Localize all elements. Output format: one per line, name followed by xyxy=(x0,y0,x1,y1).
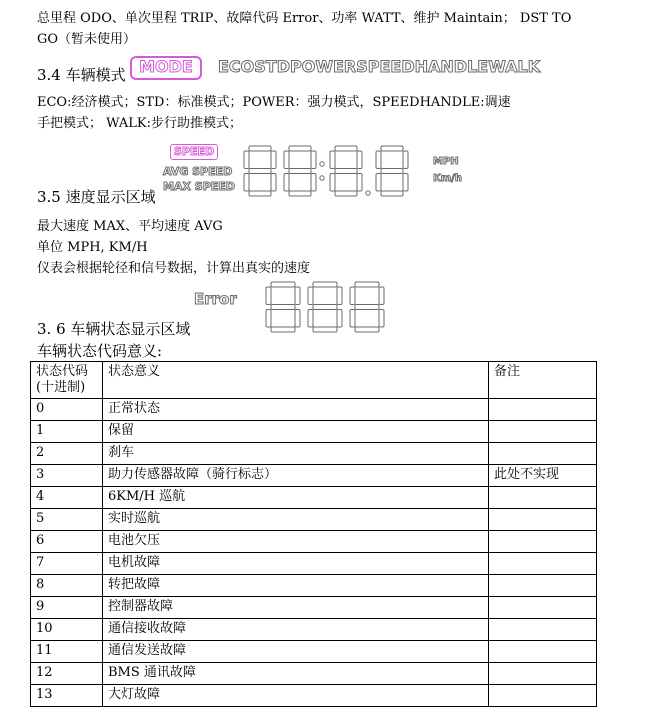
digit-separator-dot xyxy=(320,176,324,180)
row-code: 12 xyxy=(31,663,103,685)
avg-speed-label: AVG SPEED xyxy=(163,165,233,178)
row-remark: 此处不实现 xyxy=(489,465,597,487)
row-remark xyxy=(489,399,597,421)
mode-item: HANDLE xyxy=(414,57,489,76)
table-row xyxy=(31,553,597,575)
table-row xyxy=(31,443,597,465)
row-remark xyxy=(489,597,597,619)
row-meaning: 实时巡航 xyxy=(103,509,489,531)
status-code-table xyxy=(30,361,597,707)
error-digit xyxy=(350,282,384,332)
table-row xyxy=(31,487,597,509)
row-code: 4 xyxy=(31,487,103,509)
row-remark xyxy=(489,421,597,443)
mode-item: ECO xyxy=(218,57,255,76)
speed-digit xyxy=(244,146,276,196)
section-3-4-heading: 3.4 车辆模式 xyxy=(37,66,126,84)
table-row xyxy=(31,663,597,685)
error-digits-graphic xyxy=(264,280,392,336)
header-code: 状态代码 (十进制) xyxy=(31,362,103,399)
mode-item: POWER xyxy=(290,57,357,76)
intro-line-2: GO（暂未使用） xyxy=(37,32,137,47)
row-code: 5 xyxy=(31,509,103,531)
row-code: 9 xyxy=(31,597,103,619)
table-header-row xyxy=(31,362,597,399)
row-meaning: 通信发送故障 xyxy=(103,641,489,663)
row-meaning: BMS 通讯故障 xyxy=(103,663,489,685)
row-remark xyxy=(489,553,597,575)
error-label: Error xyxy=(194,290,237,308)
row-meaning: 转把故障 xyxy=(103,575,489,597)
mode-list xyxy=(218,57,540,77)
intro-line-1: 总里程 ODO、单次里程 TRIP、故障代码 Error、功率 WATT、维护 Maintain； DST TO xyxy=(37,11,572,26)
row-code: 6 xyxy=(31,531,103,553)
table-row xyxy=(31,597,597,619)
row-code: 13 xyxy=(31,685,103,707)
table-row xyxy=(31,509,597,531)
row-meaning: 6KM/H 巡航 xyxy=(103,487,489,509)
row-meaning: 保留 xyxy=(103,421,489,443)
row-code: 3 xyxy=(31,465,103,487)
speed-digit xyxy=(284,146,316,196)
speed-line-2: 单位 MPH, KM/H xyxy=(37,240,148,255)
speed-digit xyxy=(376,146,408,196)
error-digit xyxy=(308,282,342,332)
section-3-6-heading: 3. 6 车辆状态显示区域 xyxy=(37,320,191,338)
table-row xyxy=(31,641,597,663)
row-meaning: 刹车 xyxy=(103,443,489,465)
row-code: 11 xyxy=(31,641,103,663)
row-meaning: 正常状态 xyxy=(103,399,489,421)
row-code: 0 xyxy=(31,399,103,421)
row-meaning: 控制器故障 xyxy=(103,597,489,619)
row-remark xyxy=(489,641,597,663)
table-row xyxy=(31,421,597,443)
section-3-5-heading: 3.5 速度显示区域 xyxy=(37,188,156,206)
max-speed-label: MAX SPEED xyxy=(163,180,235,193)
digit-separator-dot xyxy=(366,191,370,195)
row-code: 10 xyxy=(31,619,103,641)
table-row xyxy=(31,575,597,597)
row-remark xyxy=(489,487,597,509)
mode-badge-label: MODE xyxy=(139,57,193,76)
mode-desc-line-2: 手把模式； WALK:步行助推模式； xyxy=(37,116,242,131)
row-remark xyxy=(489,531,597,553)
table-row xyxy=(31,399,597,421)
status-subheading: 车辆状态代码意义: xyxy=(37,342,163,360)
mode-item: SPEED xyxy=(356,57,415,76)
speed-badge: SPEED xyxy=(170,144,218,160)
table-row xyxy=(31,619,597,641)
header-meaning: 状态意义 xyxy=(103,362,489,399)
row-remark xyxy=(489,443,597,465)
unit-mph: MPH xyxy=(433,156,459,167)
unit-kmh: Km/h xyxy=(433,173,462,184)
mode-item: STD xyxy=(254,57,290,76)
row-remark xyxy=(489,575,597,597)
row-remark xyxy=(489,619,597,641)
mode-desc-line-1: ECO:经济模式；STD：标准模式；POWER：强力模式，SPEEDHANDLE:调速 xyxy=(37,95,511,110)
row-meaning: 大灯故障 xyxy=(103,685,489,707)
row-meaning: 通信接收故障 xyxy=(103,619,489,641)
table-row xyxy=(31,685,597,707)
row-meaning: 电池欠压 xyxy=(103,531,489,553)
row-code: 8 xyxy=(31,575,103,597)
table-row xyxy=(31,465,597,487)
row-remark xyxy=(489,509,597,531)
row-meaning: 电机故障 xyxy=(103,553,489,575)
mode-item: WALK xyxy=(488,57,541,76)
row-code: 7 xyxy=(31,553,103,575)
speed-digits-graphic xyxy=(242,144,430,200)
header-remark: 备注 xyxy=(489,362,597,399)
error-digit xyxy=(266,282,300,332)
row-remark xyxy=(489,685,597,707)
speed-line-1: 最大速度 MAX、平均速度 AVG xyxy=(37,219,223,234)
row-code: 1 xyxy=(31,421,103,443)
speed-digit xyxy=(330,146,362,196)
row-meaning: 助力传感器故障（骑行标志） xyxy=(103,465,489,487)
row-remark xyxy=(489,663,597,685)
table-row xyxy=(31,531,597,553)
speed-line-3: 仪表会根据轮径和信号数据，计算出真实的速度 xyxy=(37,261,311,276)
digit-separator-dot xyxy=(320,162,324,166)
row-code: 2 xyxy=(31,443,103,465)
